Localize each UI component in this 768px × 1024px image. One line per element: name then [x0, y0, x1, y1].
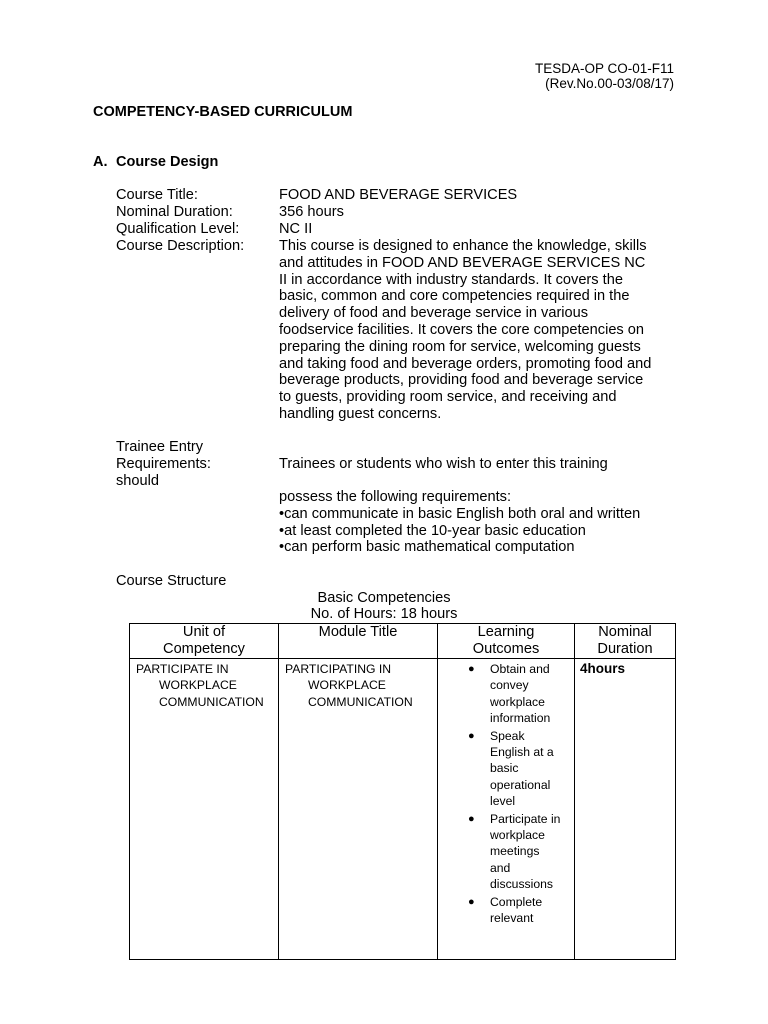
description-line: This course is designed to enhance the knowledge, skills [279, 238, 647, 254]
entry-possess: possess the following requirements: [279, 489, 511, 505]
outcome-line: workplace [490, 828, 545, 843]
course-description [279, 238, 679, 423]
form-reference [535, 61, 674, 91]
entry-intro: Trainees or students who wish to enter this training [279, 456, 608, 472]
entry-label-line: Trainee Entry [116, 439, 204, 455]
cell-duration [575, 659, 676, 960]
outcome-line: Obtain and [490, 662, 550, 676]
outcome-line: discussions [490, 877, 553, 892]
requirement-item: • can perform basic mathematical computation [279, 539, 679, 556]
description-line: II in accordance with industry standards. It covers the [279, 271, 623, 288]
course-title-label: Course Title: [116, 187, 198, 203]
outcome-line: relevant [490, 911, 534, 926]
cell-module [279, 659, 438, 960]
header-learning-line: Learning [477, 624, 535, 640]
description-line: and taking food and beverage orders, promoting food and [279, 355, 652, 372]
outcomes-list [438, 659, 574, 927]
description-line: to guests, providing room service, and receiving and [279, 389, 617, 406]
table-header-row [130, 624, 676, 659]
course-description-label: Course Description: [116, 238, 245, 254]
bullet-icon: ● [468, 812, 475, 825]
outcome-line: and [490, 860, 511, 875]
outcome-line: Speak [490, 728, 525, 743]
unit-line: COMMUNICATION [159, 694, 264, 709]
outcome-line: Complete [490, 894, 543, 909]
entry-requirements [279, 489, 679, 556]
header-duration-line: Nominal [598, 624, 652, 640]
module-line: PARTICIPATING IN [285, 662, 392, 676]
cell-unit [130, 659, 279, 960]
group-hours: No. of Hours: 18 hours [310, 606, 458, 622]
outcome-line: basic [490, 761, 519, 776]
bullet-icon: ● [468, 663, 475, 675]
bullet-icon: ● [468, 729, 475, 742]
outcome-item [438, 811, 574, 893]
description-line: basic, common and core competencies required in the [279, 288, 630, 305]
outcome-item [438, 728, 574, 810]
group-title: Basic Competencies [317, 590, 451, 606]
nominal-duration-label: Nominal Duration: [116, 204, 233, 220]
nominal-duration-value: 356 hours [279, 204, 344, 220]
outcome-line: English at a [490, 745, 554, 760]
header-duration [575, 624, 676, 659]
section-letter: A. [93, 154, 108, 170]
course-structure-label: Course Structure [116, 573, 227, 589]
outcome-item [438, 894, 574, 927]
description-line: beverage products, providing food and beverage service [279, 372, 644, 389]
outcome-line: operational [490, 777, 551, 792]
entry-label-line: Requirements: [116, 455, 211, 472]
outcome-line: meetings [490, 844, 540, 859]
form-code: TESDA-OP CO-01-F11 [534, 61, 674, 76]
outcome-item [438, 661, 574, 727]
outcome-line: level [490, 794, 516, 809]
course-title-value: FOOD AND BEVERAGE SERVICES [279, 187, 518, 203]
outcome-line: information [490, 711, 551, 726]
module-line: WORKPLACE [308, 678, 386, 693]
module-line: COMMUNICATION [308, 694, 413, 709]
document-title: COMPETENCY-BASED CURRICULUM [93, 104, 353, 120]
cell-outcomes [438, 659, 575, 960]
header-unit-line: Competency [163, 640, 245, 657]
competency-table [129, 623, 676, 960]
description-line: and attitudes in FOOD AND BEVERAGE SERVICES NC [279, 254, 646, 271]
entry-label-line: should [116, 472, 160, 489]
header-learning-line: Outcomes [472, 640, 540, 657]
description-line: foodservice facilities. It covers the core competencies on [279, 321, 645, 338]
form-revision: (Rev.No.00-03/08/17) [545, 76, 674, 91]
header-learning [438, 624, 575, 659]
description-line: preparing the dining room for service, welcoming guests [279, 338, 641, 355]
bullet-icon: ● [468, 895, 475, 908]
description-line: handling guest concerns. [279, 405, 442, 422]
description-line: delivery of food and beverage service in various [279, 305, 589, 322]
qualification-level-label: Qualification Level: [116, 221, 240, 237]
entry-label [116, 439, 211, 489]
outcome-line: Participate in [490, 811, 561, 826]
duration-value: 4hours [580, 661, 626, 676]
header-duration-line: Duration [597, 640, 653, 657]
outcome-line: workplace [490, 694, 545, 709]
header-unit [130, 624, 279, 659]
table-row [130, 659, 676, 960]
qualification-level-value: NC II [279, 221, 313, 237]
section-heading [93, 154, 218, 170]
requirement-item: • can communicate in basic English both oral and written [279, 506, 679, 523]
header-module-line: Module Title [318, 624, 398, 640]
unit-line: PARTICIPATE IN [136, 662, 229, 676]
outcome-line: convey [490, 678, 529, 693]
unit-line: WORKPLACE [159, 678, 237, 693]
header-module [279, 624, 438, 659]
requirement-item: • at least completed the 10-year basic education [279, 523, 679, 540]
header-unit-line: Unit of [182, 624, 226, 640]
section-title: Course Design [116, 154, 219, 170]
